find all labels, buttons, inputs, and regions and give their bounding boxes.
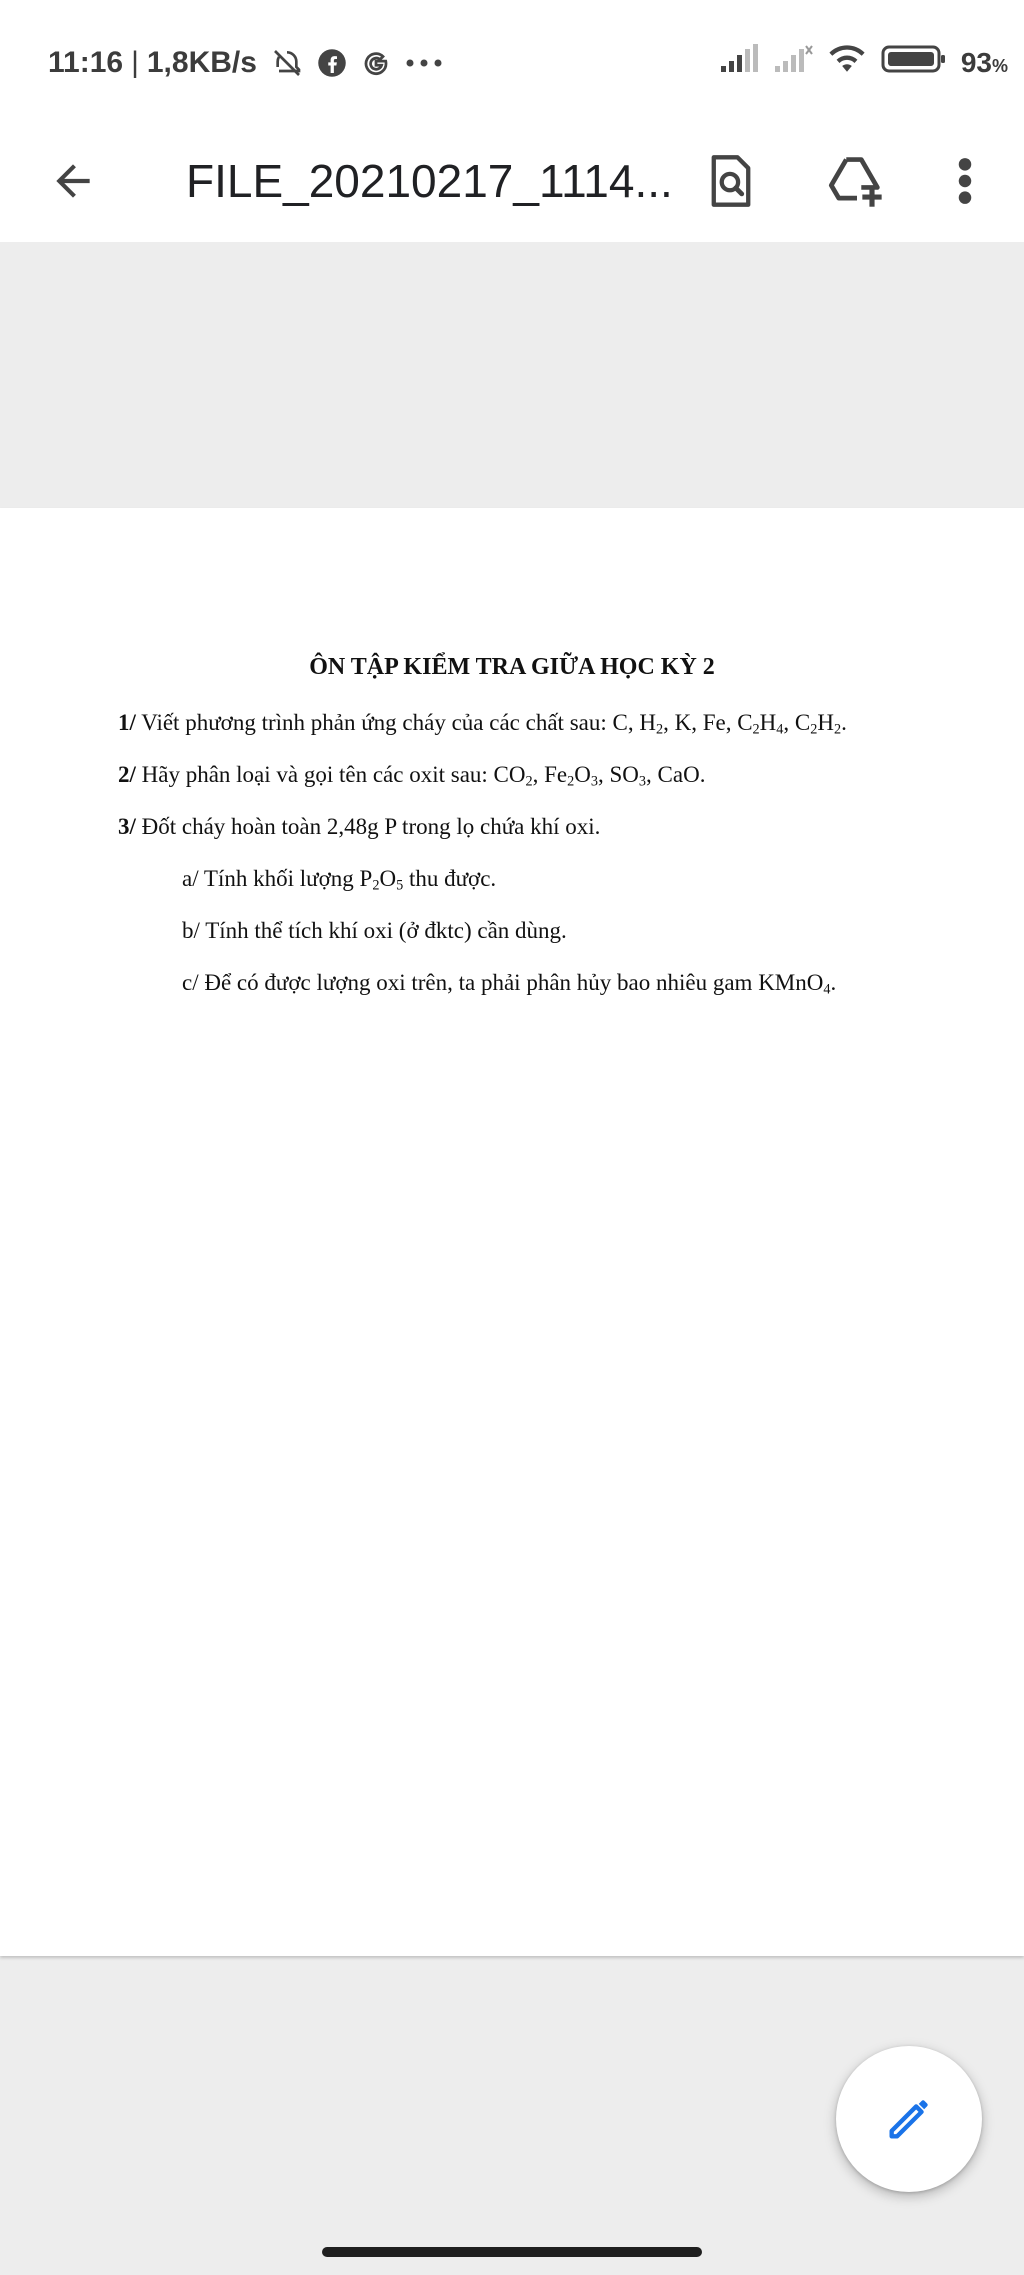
signal-icon	[719, 44, 759, 82]
question-3a: a/ Tính khối lượng $P_2O_5$ thu được.	[182, 866, 497, 894]
gesture-navigation-bar[interactable]	[322, 2247, 702, 2257]
status-separator: |	[131, 46, 139, 79]
edit-pencil-icon	[883, 2093, 935, 2145]
edit-button[interactable]	[836, 2046, 982, 2192]
wifi-icon	[827, 43, 867, 83]
find-in-document-button[interactable]	[694, 144, 768, 218]
document-viewer[interactable]	[0, 242, 1024, 2275]
signal-weak-icon	[773, 44, 813, 82]
add-to-drive-icon	[827, 153, 887, 209]
more-notifications-icon	[405, 58, 443, 68]
status-left	[48, 38, 443, 88]
question-3: 3/ Đốt cháy hoàn toàn 2,48g P trong lọ chứa khí oxi.	[118, 814, 601, 839]
app-toolbar	[0, 120, 1024, 242]
network-speed: 1,8KB/s	[146, 46, 257, 79]
question-3c: c/ Để có được lượng oxi trên, ta phải phân hủy bao nhiêu gam KMnO$_4$.	[182, 970, 837, 998]
more-vert-icon	[955, 156, 975, 206]
status-time: 11:16	[48, 46, 124, 79]
find-in-page-icon	[705, 153, 757, 209]
document-title: ÔN TẬP KIỂM TRA GIỮA HỌC KỲ 2	[309, 654, 715, 680]
question-2: 2/ Hãy phân loại và gọi tên các oxit sau: $CO_2$, $Fe_2O_3$, $SO_3$, CaO.	[118, 762, 706, 790]
back-button[interactable]	[36, 144, 110, 218]
file-title: FILE_20210217_1114...	[186, 155, 673, 207]
battery-percentage: 93%	[960, 47, 1008, 78]
alarm-off-icon	[271, 47, 303, 79]
question-1: 1/ Viết phương trình phản ứng cháy của các chất sau: C, $H_2$, K, Fe, $C_2H_4$, $C_2H_2$.	[118, 710, 847, 738]
status-bar	[0, 0, 1024, 120]
document-page	[0, 508, 1024, 1956]
facebook-icon	[317, 48, 347, 78]
question-3b: b/ Tính thể tích khí oxi (ở đktc) cần dùng.	[182, 918, 567, 943]
add-to-drive-button[interactable]	[820, 144, 894, 218]
status-right	[719, 38, 1008, 88]
google-icon	[361, 48, 391, 78]
battery-icon	[881, 44, 947, 82]
more-options-button[interactable]	[928, 144, 1002, 218]
arrow-back-icon	[48, 156, 98, 206]
